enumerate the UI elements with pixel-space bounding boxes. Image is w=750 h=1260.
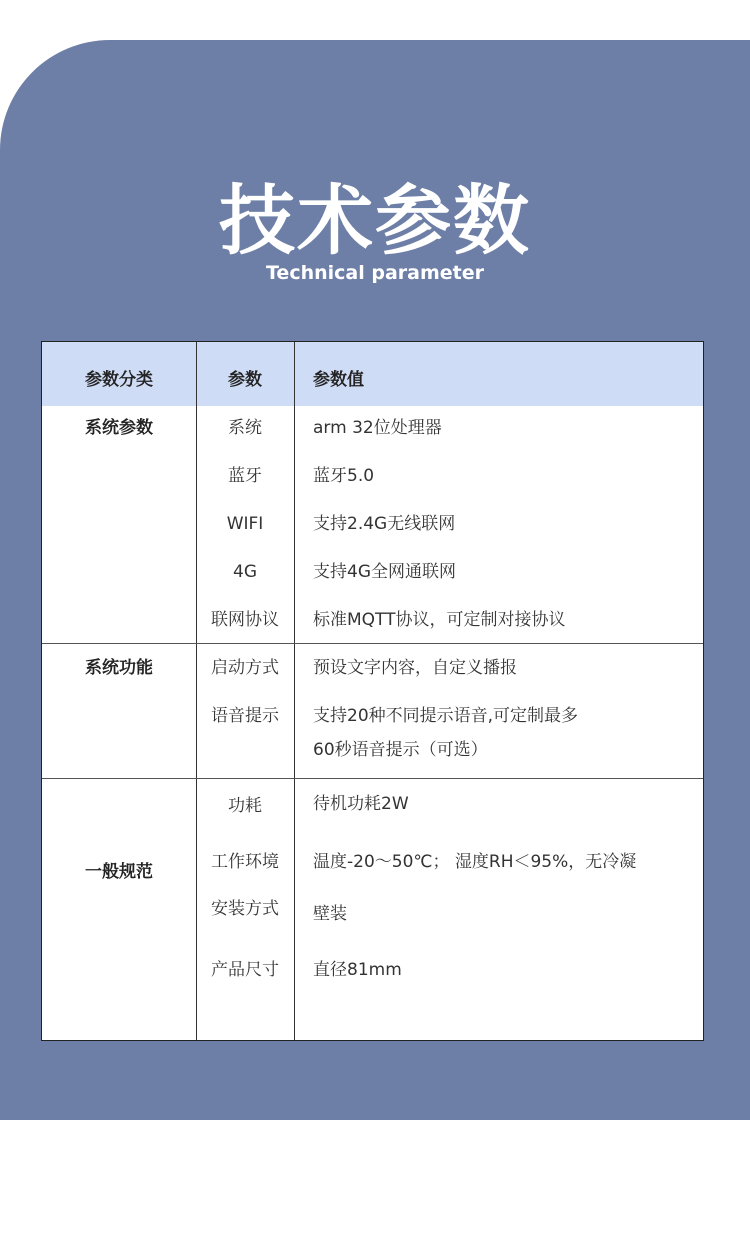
param-label: 产品尺寸 xyxy=(211,960,279,980)
param-label: 4G xyxy=(233,562,257,582)
param-value: arm 32位处理器 xyxy=(313,418,442,438)
param-value: 支持2.4G无线联网 xyxy=(313,514,456,534)
param-label: 安装方式 xyxy=(211,899,279,919)
param-value: 标准MQTT协议，可定制对接协议 xyxy=(313,610,566,630)
category-label: 系统参数 xyxy=(85,418,153,438)
param-value: 壁装 xyxy=(313,904,347,924)
param-label: 蓝牙 xyxy=(228,466,262,486)
param-label: 功耗 xyxy=(228,796,262,816)
param-value: 支持20种不同提示语音,可定制最多 xyxy=(313,706,579,726)
header-value: 参数值 xyxy=(313,370,364,390)
param-label: 语音提示 xyxy=(211,706,279,726)
param-value: 直径81mm xyxy=(313,960,402,980)
row-divider xyxy=(42,778,703,779)
param-value: 支持4G全网通联网 xyxy=(313,562,456,582)
column-divider xyxy=(196,342,197,1040)
param-value: 温度-20～50℃； 湿度RH＜95%，无冷凝 xyxy=(313,852,637,872)
param-label: 系统 xyxy=(228,418,262,438)
param-value: 待机功耗2W xyxy=(313,794,409,814)
category-label: 一般规范 xyxy=(85,862,153,882)
param-value: 蓝牙5.0 xyxy=(313,466,375,486)
column-divider xyxy=(294,342,295,1040)
page-title: 技术参数 xyxy=(219,176,531,265)
row-divider xyxy=(42,643,703,644)
page-subtitle: Technical parameter xyxy=(266,262,484,284)
param-label: 启动方式 xyxy=(211,658,279,678)
spec-table xyxy=(41,341,704,1041)
param-label: 工作环境 xyxy=(211,852,279,872)
param-value-continued: 60秒语音提示（可选） xyxy=(313,740,488,760)
param-value: 预设文字内容，自定义播报 xyxy=(313,658,517,678)
param-label: 联网协议 xyxy=(211,610,279,630)
header-param: 参数 xyxy=(228,370,262,390)
category-label: 系统功能 xyxy=(85,658,153,678)
param-label: WIFI xyxy=(226,514,264,534)
header-category: 参数分类 xyxy=(85,370,153,390)
